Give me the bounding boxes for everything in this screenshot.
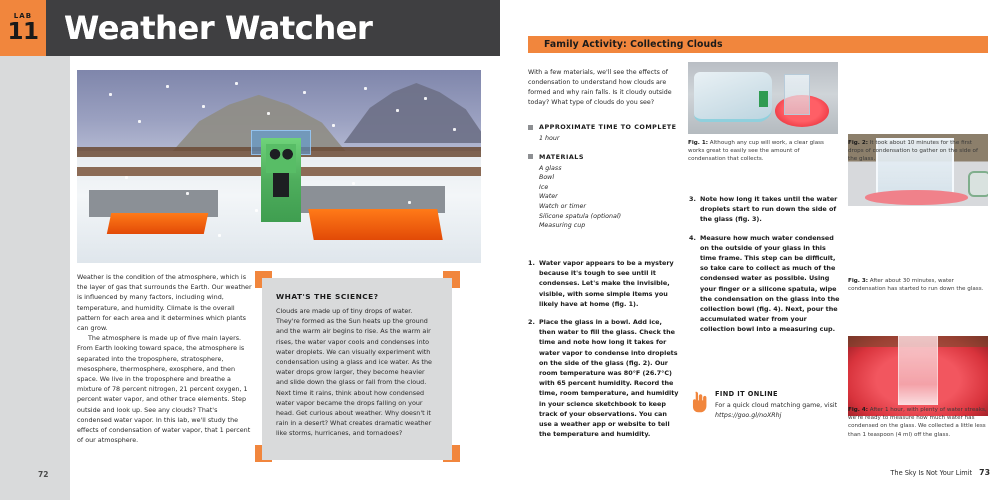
figure-3-caption xyxy=(848,277,988,293)
figure-3-photo xyxy=(848,336,988,416)
running-head-text: The Sky Is Not Your Limit xyxy=(890,469,973,477)
step-text: Note how long it takes until the water droplets start to run down the side of the glass (fig. 3). xyxy=(700,195,838,224)
clear-glass-shape xyxy=(784,74,810,116)
figure-2-caption-text: It took about 10 minutes for the first drops of condensation to gather on the side of the glass. xyxy=(848,140,978,163)
step-number: 2. xyxy=(528,318,535,327)
whats-the-science-box xyxy=(262,278,452,460)
step-item xyxy=(528,317,680,439)
left-body-paragraph-1: Weather is the condition of the atmosphere, which is the layer of gas that surrounds the Earth. Our weather is influenced by many factors, including wind, temperature, and humidity. Climate is the overall pattern for each area and it determines which plants can grow. xyxy=(77,273,252,333)
green-cap-shape xyxy=(759,91,768,107)
figure-3-caption-text: After about 30 minutes, water condensation has started to run down the glass. xyxy=(848,278,984,293)
figure-4-caption xyxy=(848,406,990,439)
activity-meta-block xyxy=(528,123,678,240)
left-body-text xyxy=(77,272,253,445)
left-gutter-bar-inner xyxy=(30,56,70,500)
lab-number-value: 11 xyxy=(7,18,39,45)
pink-plate-shape xyxy=(865,190,969,204)
step-text: Measure how much water condensed on the outside of your glass in this time frame. This step can be difficult, so take care to collect as much of the condensed water as possible. Using your finger or a silicone spatula, wipe the condensation on the glass into the collection bowl (fig. 4). Next, pour the accumulated water from your collection bowl into a measuring cup. xyxy=(700,233,840,334)
square-bullet-icon xyxy=(528,125,533,130)
material-item: Silicone spatula (optional) xyxy=(539,212,622,220)
time-value: 1 hour xyxy=(539,135,560,142)
steps-column-one xyxy=(528,258,680,447)
steps-column-two xyxy=(689,194,841,343)
figure-2-label: Fig. 2: xyxy=(848,140,868,146)
lab-number-tab xyxy=(0,0,46,56)
hero-creeper-mob xyxy=(261,138,301,223)
step-item xyxy=(689,233,841,335)
science-box-text: Clouds are made up of tiny drops of water. They're formed as the Sun heats up the ground and the warm air begins to rise. As the warm air rises, the water vapor cools and condenses into water droplets. We can visually experiment with condensation using a glass and ice water. As the water drops grow larger, they become heavier and slide down the glass or fall from the cloud. Next time it rains, think about how condensed water vapor became the drops falling on your head. Get curious about weather. Why doesn't it rain in a desert? What creates dramatic weather like storms, hurricanes, and tornadoes? xyxy=(276,307,432,438)
step-item xyxy=(528,258,680,309)
family-activity-title: Family Activity: Collecting Clouds xyxy=(544,39,723,50)
family-activity-banner xyxy=(528,36,988,53)
figure-4-label: Fig. 4: xyxy=(848,407,868,413)
find-it-online-sentence: For a quick cloud matching game, visit xyxy=(715,402,838,409)
figure-2-caption xyxy=(848,139,988,164)
materials-group xyxy=(528,153,678,231)
figure-1-caption-text: Although any cup will work, a clear glass works great to easily see the amount of condensation that collects. xyxy=(688,140,824,163)
material-item: Ice xyxy=(539,183,549,191)
figure-4-caption-text: After 1 hour, with plenty of water streaks, we're ready to measure how much water has condensed on the glass. We collected a little less than 1 teaspoon (4 ml) off the glass. xyxy=(848,407,987,438)
condensation-glass-shape xyxy=(898,336,937,405)
material-item: A glass xyxy=(539,164,562,172)
find-it-online-title: FIND IT ONLINE xyxy=(715,390,778,398)
step-number: 3. xyxy=(689,195,696,203)
lab-word-label: LAB xyxy=(13,11,33,20)
science-box-corner-top-right-v xyxy=(451,271,460,288)
page-title: Weather Watcher xyxy=(64,9,373,47)
lab-title-bar xyxy=(46,0,500,56)
step-item xyxy=(689,194,841,225)
science-box-heading: WHAT'S THE SCIENCE? xyxy=(276,292,379,301)
find-it-online-block xyxy=(689,390,839,420)
figure-1-caption xyxy=(688,139,838,164)
find-it-online-url[interactable]: https://goo.gl/noXRhj xyxy=(715,411,782,419)
pointing-hand-icon xyxy=(689,390,708,414)
hero-screenshot-image xyxy=(77,70,481,263)
activity-intro-text: With a few materials, we'll see the effects of condensation to understand how clouds are formed and why rain falls. Is it cloudy outside today? What type of clouds do you see? xyxy=(528,69,672,106)
left-gutter-bar xyxy=(0,0,30,500)
square-bullet-icon xyxy=(528,154,533,159)
right-page xyxy=(500,0,1000,500)
creeper-face xyxy=(266,144,297,173)
step-text: Place the glass in a bowl. Add ice, then water to fill the glass. Check the time and note how long it takes for water vapor to condense into droplets on the side of the glass (fig. 2). Our room temperature was 80°F (26.7°C) with 65 percent humidity. Record the time, room temperature, and humidity in your science sketchbook to keep track of your observations. You can use a weather app or website to tell the temperature and humidity. xyxy=(539,318,679,439)
figure-1-label: Fig. 1: xyxy=(688,140,708,146)
time-group xyxy=(528,123,678,144)
material-item: Water xyxy=(539,193,558,201)
science-box-corner-bottom-right-v xyxy=(451,445,460,462)
figure-1-photo xyxy=(688,62,838,134)
material-item: Watch or timer xyxy=(539,202,586,210)
step-number: 1. xyxy=(528,259,535,267)
creeper-mouth xyxy=(273,173,289,197)
material-item: Measuring cup xyxy=(539,222,586,230)
page-number-left: 72 xyxy=(38,470,49,479)
running-footer-right xyxy=(830,468,990,477)
figure-3-label: Fig. 3: xyxy=(848,278,868,284)
materials-heading-row xyxy=(528,153,678,161)
time-heading-label: APPROXIMATE TIME TO COMPLETE xyxy=(539,123,677,131)
left-body-paragraph-2: The atmosphere is made up of five main layers. From Earth looking toward space, the atmosphere is separated into the troposphere, stratosphere, mesosphere, thermosphere, exosphere, and then space. We live in the troposphere and breathe a mixture of 78 percent nitrogen, 21 percent oxygen, 1 percent water vapor, and other trace elements. Step outside and look up. See any clouds? That's condensed water vapor. In this lab, we'll study the effects of condensation of water vapor, that 1 percent of our atmosphere. xyxy=(77,334,251,445)
material-item: Bowl xyxy=(539,174,555,182)
find-it-online-body xyxy=(715,390,839,420)
time-heading-row xyxy=(528,123,678,131)
step-number: 4. xyxy=(689,233,696,242)
hero-lava-pool-right xyxy=(309,209,444,240)
hero-lava-pool-left xyxy=(107,213,208,234)
step-text: Water vapor appears to be a mystery because it's tough to see until it condenses. Let's make the invisible, visible, with some simple items you likely have at home (fig. 1). xyxy=(539,259,674,308)
materials-heading-label: MATERIALS xyxy=(539,152,584,161)
side-cup-shape xyxy=(968,171,988,197)
page-number-right: 73 xyxy=(979,468,990,477)
find-it-online-text xyxy=(715,401,839,420)
